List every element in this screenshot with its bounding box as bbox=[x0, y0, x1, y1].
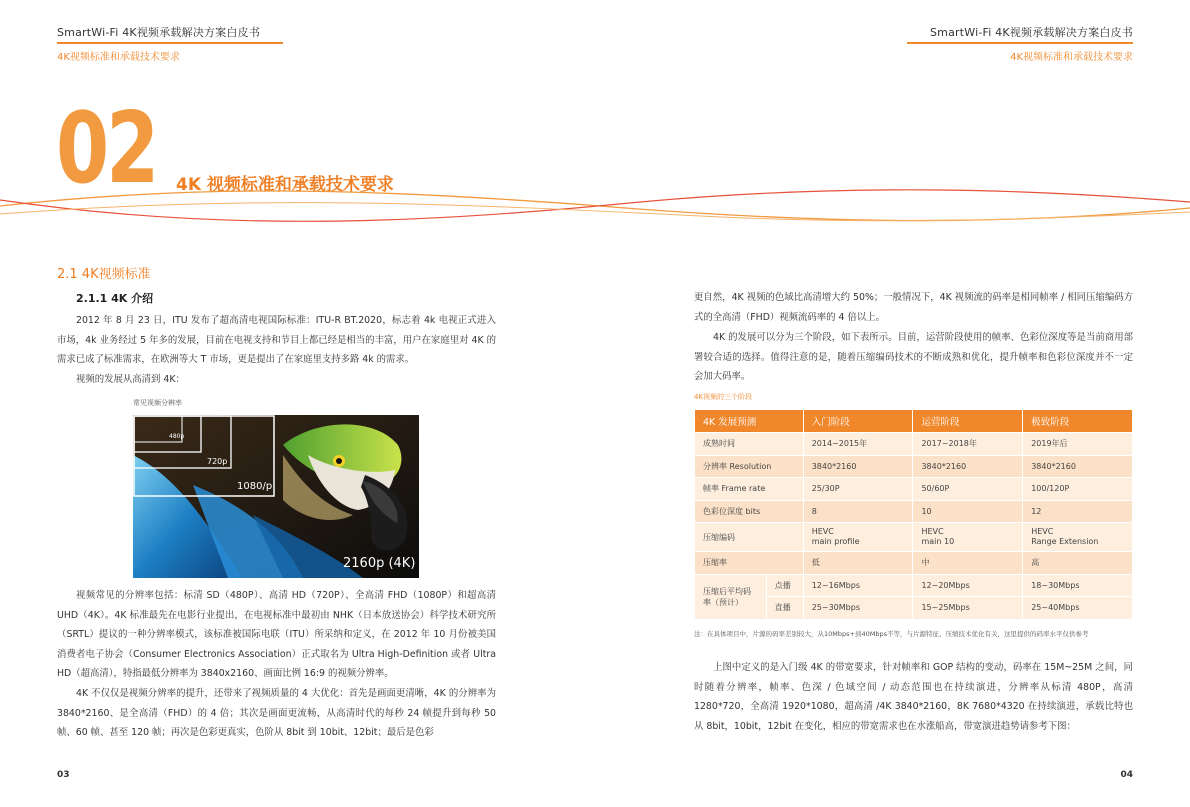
header-left-rule bbox=[57, 42, 283, 44]
table-header: 运营阶段 bbox=[913, 410, 1023, 433]
label-480p: 480p bbox=[169, 433, 185, 440]
table-row bbox=[695, 523, 1133, 552]
cell-line: main profile bbox=[811, 537, 860, 546]
label-1080p: 1080/p bbox=[237, 481, 273, 492]
left-paragraph-2: 视频的发展从高清到 4K： bbox=[76, 374, 185, 385]
4k-stages-table bbox=[694, 409, 1133, 620]
table-header-row bbox=[695, 410, 1133, 433]
decorative-wave bbox=[0, 180, 1190, 240]
table-row bbox=[695, 574, 1133, 597]
row-label: 压缩后平均码率（预计） bbox=[695, 574, 767, 619]
page-number-left: 03 bbox=[57, 770, 70, 780]
table-header: 4K 发展预测 bbox=[695, 410, 804, 433]
table-row bbox=[695, 552, 1133, 575]
chapter-title: 4K 视频标准和承载技术要求 bbox=[176, 175, 394, 195]
header-left-title: SmartWi-Fi 4K视频承载解决方案白皮书 bbox=[57, 26, 261, 39]
table-cell: 100/120P bbox=[1023, 478, 1133, 501]
left-paragraph-3: 视频常见的分辨率包括：标清 SD（480P）、高清 HD（720P）、全高清 FHD（1080P）和超高清 UHD（4K）。4K 标准最先在电影行业提出，在电视标准中最初由 NHK（日本放送协会）科学技术研究所（SRTL）提议的一种分辨率模式，该标准被国际电联（ITU）所采纳和定义，在 2012 年 10 月份被美国消费者电子协会（Consumer Electronics Association）正式取名为 Ultra High-Definition 或者 Ultra HD（超高清），特指最低分辨率为 3840x2160、画面比例 16:9 的视频分辨率。 bbox=[57, 590, 496, 679]
header-right-rule bbox=[907, 42, 1133, 44]
header-left-subtitle: 4K视频标准和承载技术要求 bbox=[57, 52, 180, 63]
table-cell: 3840*2160 bbox=[803, 455, 913, 478]
table-row bbox=[695, 500, 1133, 523]
cell-line: HEVC bbox=[811, 527, 834, 536]
chapter-number: 02 bbox=[56, 92, 157, 206]
left-paragraph-1: 2012 年 8 月 23 日，ITU 发布了超高清电视国际标准：ITU-R BT.2020，标志着 4k 电视正式进入市场，4k 业务经过 5 年多的发展，目前在电视支持和节目上都已经是相当的丰富，用户在家庭里对 4K 的需求已成了标准需求，在欧洲等大 T 市场，更是提出了在家庭里支持多路 4k 的需求。 bbox=[57, 315, 496, 365]
header-right-subtitle: 4K视频标准和承载技术要求 bbox=[1010, 52, 1133, 63]
right-paragraph-2: 4K 的发展可以分为三个阶段，如下表所示。目前，运营阶段使用的帧率、色彩位深度等是当前商用部署较合适的选择。值得注意的是，随着压缩编码技术的不断成熟和优化，提升帧率和色彩位深度并不一定会加大码率。 bbox=[694, 332, 1133, 382]
table-caption: 4K视频的三个阶段 bbox=[694, 393, 753, 401]
table-header: 极致阶段 bbox=[1023, 410, 1133, 433]
table-cell bbox=[803, 523, 913, 552]
table-cell: 2017~2018年 bbox=[913, 433, 1023, 456]
section-title: 2.1 4K视频标准 bbox=[57, 267, 151, 282]
figure-caption: 常见视频分辨率 bbox=[133, 399, 182, 407]
row-label: 色彩位深度 bits bbox=[695, 500, 804, 523]
cell-line: Range Extension bbox=[1031, 537, 1099, 546]
table-cell: 低 bbox=[803, 552, 913, 575]
table-cell bbox=[913, 523, 1023, 552]
table-cell: 18~30Mbps bbox=[1023, 574, 1133, 597]
resolution-comparison-image bbox=[133, 415, 419, 578]
cell-line: HEVC bbox=[1031, 527, 1054, 536]
cell-line: HEVC bbox=[921, 527, 944, 536]
table-cell: 25/30P bbox=[803, 478, 913, 501]
table-cell: 8 bbox=[803, 500, 913, 523]
row-label: 分辨率 Resolution bbox=[695, 455, 804, 478]
right-paragraph-3: 上图中定义的是入门级 4K 的带宽要求，针对帧率和 GOP 结构的变动，码率在 15M~25M 之间，同时随着分辨率，帧率、色深 / 色域空间 / 动态范围也在持续演进，分辨率从标清 480P，高清 1280*720，全高清 1920*1080，超高清 /4K 3840*2160，8K 7680*4320 在持续演进，承载比特也从 8bit，10bit，12bit 在变化，相应的带宽需求也在水涨船高，带宽演进趋势请参考下图： bbox=[694, 662, 1133, 732]
row-label: 帧率 Frame rate bbox=[695, 478, 804, 501]
table-cell: 50/60P bbox=[913, 478, 1023, 501]
row-sublabel: 点播 bbox=[766, 574, 803, 597]
table-cell bbox=[1023, 523, 1133, 552]
table-cell: 12~20Mbps bbox=[913, 574, 1023, 597]
table-header: 入门阶段 bbox=[803, 410, 913, 433]
row-sublabel: 直播 bbox=[766, 597, 803, 620]
subsection-title: 2.1.1 4K 介绍 bbox=[76, 292, 154, 305]
table-row bbox=[695, 455, 1133, 478]
label-2160p: 2160p (4K) bbox=[343, 556, 416, 571]
row-label: 成熟时间 bbox=[695, 433, 804, 456]
table-row bbox=[695, 478, 1133, 501]
label-720p: 720p bbox=[207, 457, 228, 466]
table-cell: 25~30Mbps bbox=[803, 597, 913, 620]
table-note: 注：在具体项目中，片源的码率差别较大，从10Mbps+到40Mbps不等，与片源特征、压缩技术优化有关，这里提供的码率水平仅供参考 bbox=[694, 630, 1089, 638]
table-cell: 10 bbox=[913, 500, 1023, 523]
left-paragraph-4: 4K 不仅仅是视频分辨率的提升，还带来了视频质量的 4 大优化：首先是画面更清晰，4K 的分辨率为 3840*2160、是全高清（FHD）的 4 倍；其次是画面更流畅，从高清时代的每秒 24 帧提升到每秒 50 帧、60 帧、甚至 120 帧；再次是色彩更真实，色阶从 8bit 到 10bit、12bit；最后是色彩 bbox=[57, 688, 496, 738]
table-cell: 高 bbox=[1023, 552, 1133, 575]
table-cell: 3840*2160 bbox=[913, 455, 1023, 478]
table-cell: 15~25Mbps bbox=[913, 597, 1023, 620]
table-cell: 25~40Mbps bbox=[1023, 597, 1133, 620]
table-cell: 2014~2015年 bbox=[803, 433, 913, 456]
cell-line: main 10 bbox=[921, 537, 955, 546]
row-label: 压缩率 bbox=[695, 552, 804, 575]
table-row bbox=[695, 433, 1133, 456]
right-paragraph-1: 更自然，4K 视频的色域比高清增大约 50%；一般情况下，4K 视频流的码率是相同帧率 / 相同压缩编码方式的全高清（FHD）视频流码率的 4 倍以上。 bbox=[694, 292, 1133, 323]
table-cell: 12 bbox=[1023, 500, 1133, 523]
header-right-title: SmartWi-Fi 4K视频承载解决方案白皮书 bbox=[929, 26, 1133, 39]
page-number-right: 04 bbox=[1120, 770, 1133, 780]
table-cell: 12~16Mbps bbox=[803, 574, 913, 597]
table-cell: 2019年后 bbox=[1023, 433, 1133, 456]
table-cell: 3840*2160 bbox=[1023, 455, 1133, 478]
row-label: 压缩编码 bbox=[695, 523, 804, 552]
table-cell: 中 bbox=[913, 552, 1023, 575]
